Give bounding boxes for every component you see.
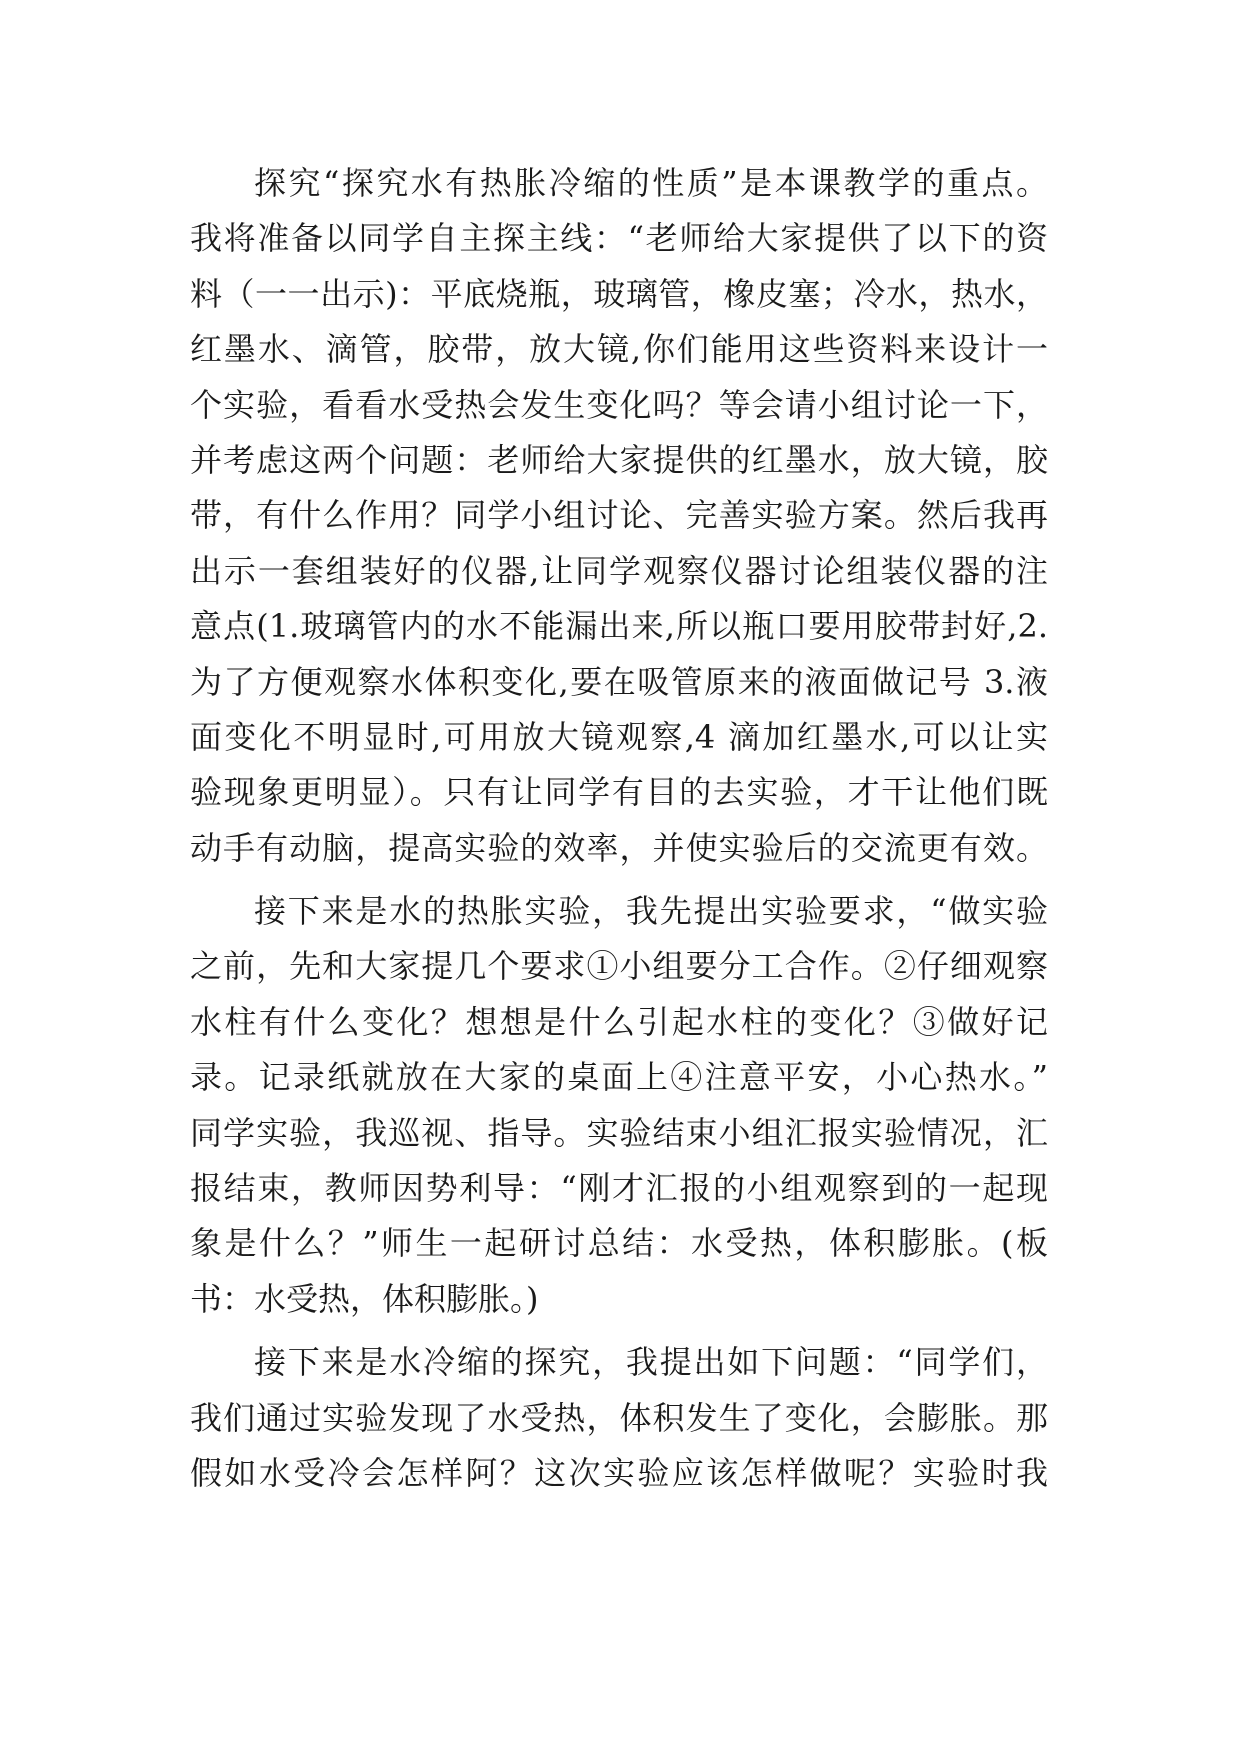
text-line: 料（一一出示)：平底烧瓶，玻璃管，橡皮塞；冷水，热水， [190,274,1048,313]
text-line: 带，有什么作用？同学小组讨论、完善实验方案。然后我再 [190,496,1048,535]
text-line: 水柱有什么变化？想想是什么引起水柱的变化？③做好记 [190,1002,1048,1041]
paragraph-2 [190,884,1048,1327]
text-line: 意点(1.玻璃管内的水不能漏出来,所以瓶口要用胶带封好,2. [190,607,1048,646]
text-line: 验现象更明显）。只有让同学有目的去实验，才干让他们既 [190,773,1048,812]
text-line: 探究“探究水有热胀冷缩的性质”是本课教学的重点。 [254,164,1048,202]
text-line: 接下来是水的热胀实验，我先提出实验要求，“做实验 [254,892,1048,931]
paragraph-3 [190,1335,1048,1501]
text-line: 我们通过实验发现了水受热，体积发生了变化，会膨胀。那 [190,1398,1048,1437]
text-line: 为了方便观察水体积变化,要在吸管原来的液面做记号 3.液 [190,662,1048,701]
text-line: 同学实验，我巡视、指导。实验结束小组汇报实验情况，汇 [190,1113,1048,1152]
text-line: 动手有动脑，提高实验的效率，并使实验后的交流更有效。 [190,828,1048,867]
text-line: 之前，先和大家提几个要求①小组要分工合作。②仔细观察 [190,947,1048,986]
text-line: 象是什么？”师生一起研讨总结：水受热，体积膨胀。(板 [190,1224,1048,1263]
document-body [190,156,1048,1501]
text-line: 个实验，看看水受热会发生变化吗？等会请小组讨论一下， [190,385,1048,424]
text-line: 红墨水、滴管，胶带，放大镜,你们能用这些资料来设计一 [190,330,1048,369]
text-line: 面变化不明显时,可用放大镜观察,4 滴加红墨水,可以让实 [190,717,1048,756]
paragraph-1 [190,156,1048,876]
text-line: 并考虑这两个问题：老师给大家提供的红墨水，放大镜，胶 [190,440,1048,479]
text-line: 我将准备以同学自主探主线：“老师给大家提供了以下的资 [190,219,1048,258]
text-line: 假如水受冷会怎样阿？这次实验应该怎样做呢？实验时我 [190,1453,1048,1492]
text-line: 报结束，教师因势利导：“刚才汇报的小组观察到的一起现 [190,1169,1048,1208]
text-line: 接下来是水冷缩的探究，我提出如下问题：“同学们， [254,1343,1048,1382]
text-line: 录。记录纸就放在大家的桌面上④注意平安，小心热水。” [190,1058,1048,1097]
text-line: 书：水受热，体积膨胀。) [190,1279,539,1318]
text-line: 出示一套组装好的仪器,让同学观察仪器讨论组装仪器的注 [190,551,1048,590]
